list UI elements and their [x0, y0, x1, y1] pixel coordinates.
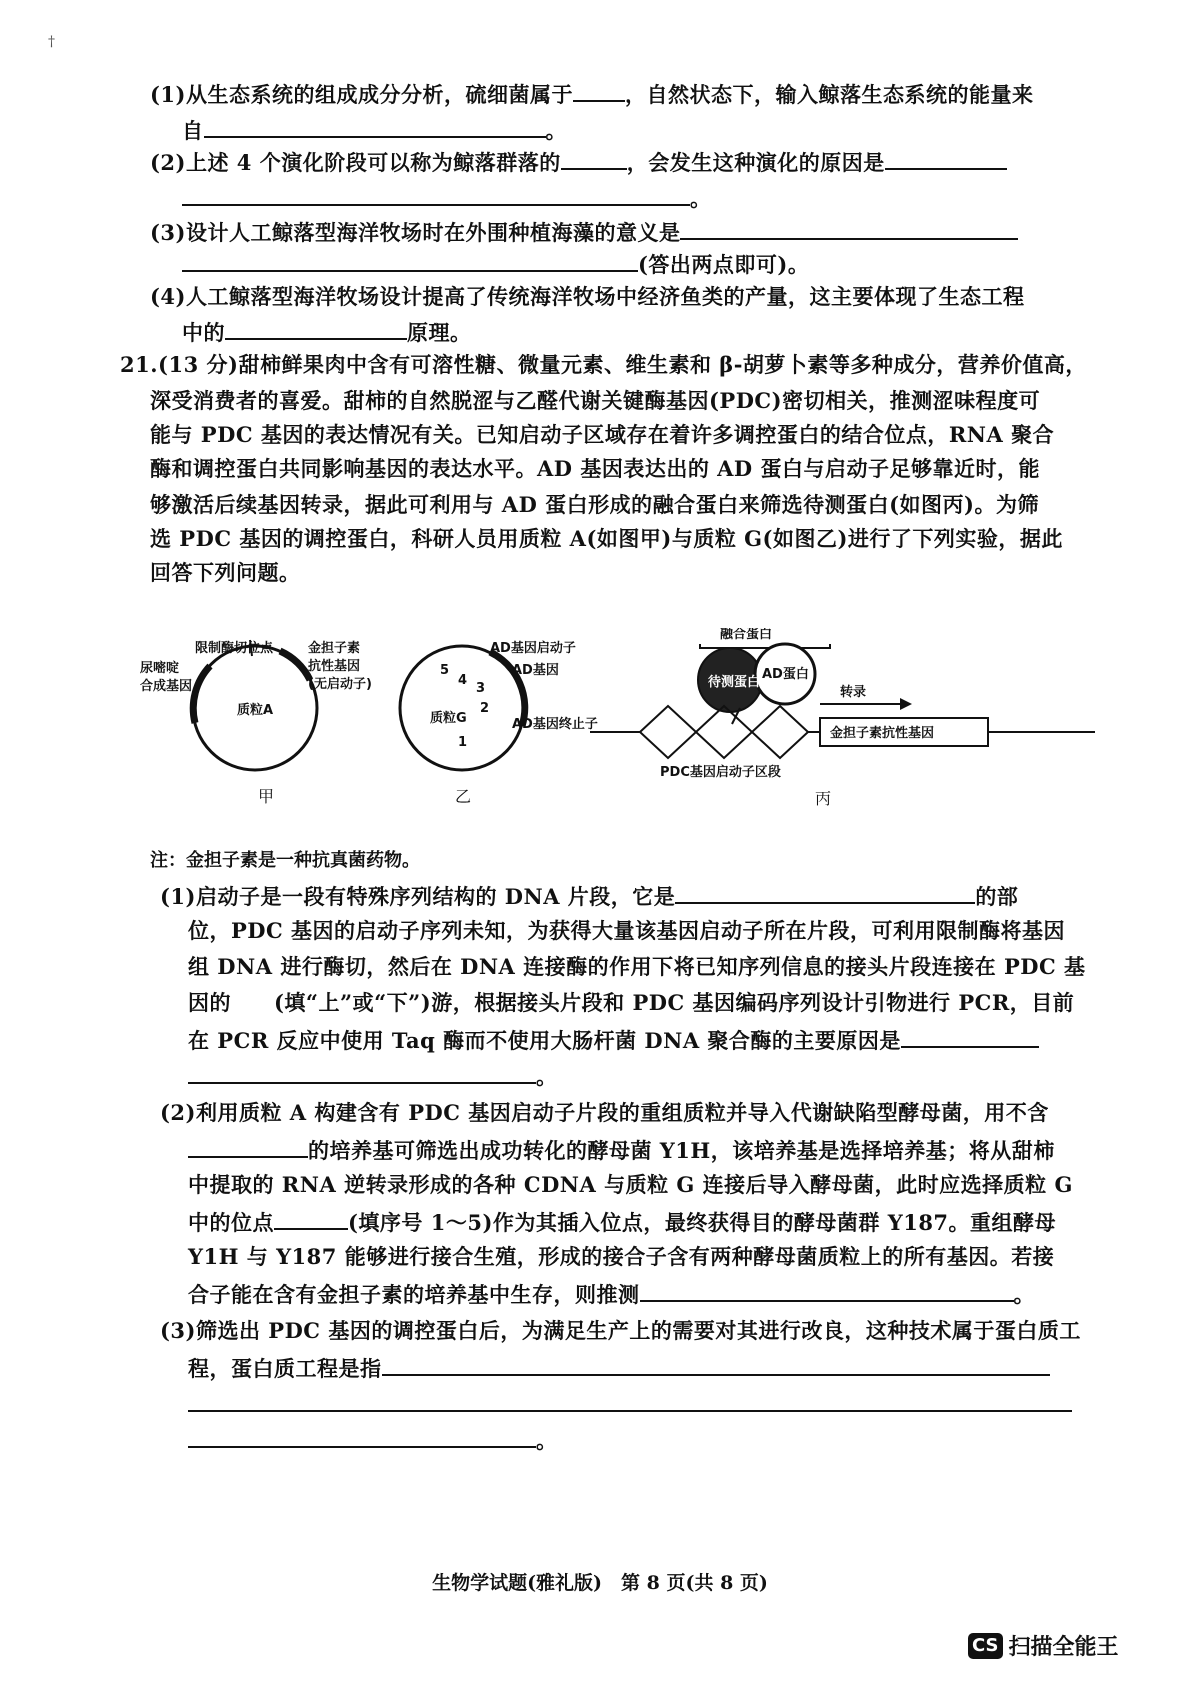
q21-p2-text-6: 合子能在含有金担子素的培养基中生存，则推测 — [188, 1282, 640, 1307]
uracil-gene-label-1: 尿嘧啶 — [140, 661, 180, 676]
site-1-label: 1 — [458, 735, 468, 750]
page-footer: 生物学试题(雅礼版) 第 8 页(共 8 页) — [432, 1572, 768, 1594]
q21-stem-line-1: 21.(13 分)甜柿鲜果肉中含有可溶性糖、微量元素、维生素和 β-胡萝卜素等多种成分，营养价值高， — [120, 352, 1087, 377]
q21-stem-line-2: 深受消费者的喜爱。甜柿的自然脱涩与乙醛代谢关键酶基因(PDC)密切相关，推测涩味程度可 — [150, 388, 1041, 413]
q21-p3-line-3 — [188, 1388, 1072, 1420]
q21-p1-line-6 — [188, 1060, 558, 1092]
q20-item-2-text-a: (2)上述 4 个演化阶段可以称为鲸落群落的 — [150, 150, 561, 175]
answer-blank[interactable] — [188, 1424, 536, 1448]
q20-item-2-line-1 — [150, 146, 1007, 178]
answer-blank[interactable] — [675, 880, 975, 904]
site-2-label: 2 — [480, 701, 490, 716]
ad-terminator-label: AD基因终止子 — [512, 717, 598, 732]
q21-p3-line-2 — [188, 1352, 1050, 1384]
site-3-label: 3 — [476, 681, 486, 696]
answer-blank[interactable] — [182, 182, 690, 206]
q21-p1-line-4: 因的 (填“上”或“下”)游，根据接头片段和 PDC 基因编码序列设计引物进行 PCR，目前 — [188, 990, 1075, 1015]
ad-protein-label: AD蛋白 — [762, 667, 809, 682]
figure-caption-bing: 丙 — [815, 789, 832, 808]
promoter-region-label: PDC基因启动子区段 — [660, 765, 781, 780]
answer-blank[interactable] — [382, 1352, 1050, 1376]
q21-stem-line-7: 回答下列问题。 — [150, 560, 301, 585]
q21-p2-line-4 — [188, 1206, 1056, 1238]
q21-p1-line-2: 位，PDC 基因的启动子序列未知，为获得大量该基因启动子所在片段，可利用限制酶将基因 — [188, 918, 1066, 943]
q21-p1-text-5: 在 PCR 反应中使用 Taq 酶而不使用大肠杆菌 DNA 聚合酶的主要原因是 — [188, 1028, 901, 1053]
q20-item-1-line-1 — [150, 78, 1033, 110]
answer-blank[interactable] — [640, 1278, 1014, 1302]
uracil-gene-segment — [193, 666, 210, 723]
q21-p2-line-2 — [188, 1134, 1055, 1166]
q20-item-3-text-a: (3)设计人工鲸落型海洋牧场时在外围种植海藻的意义是 — [150, 220, 681, 245]
q20-item-2-line-2 — [182, 182, 712, 214]
plasmid-figure — [140, 628, 1100, 858]
answer-blank[interactable] — [188, 1388, 1072, 1412]
figure-note: 注：金担子素是一种抗真菌药物。 — [150, 850, 420, 871]
figure-caption-jia: 甲 — [258, 787, 275, 806]
q21-p1-line-1 — [160, 880, 1018, 912]
q20-item-4-text-b: 中的 — [182, 320, 225, 345]
resistance-gene-label: 金担子素抗性基因 — [830, 726, 935, 741]
corner-mark: † — [48, 34, 55, 50]
q20-item-1-text-c: 自 — [182, 118, 204, 143]
q21-p2-line-6 — [188, 1278, 1035, 1310]
q21-p1-line-3: 组 DNA 进行酶切，然后在 DNA 连接酶的作用下将已知序列信息的接头片段连接在 PDC 基 — [188, 954, 1086, 979]
plasmid-g-name: 质粒G — [430, 711, 467, 726]
plasmid-a-diagram — [140, 640, 372, 806]
answer-blank[interactable] — [204, 114, 546, 138]
q20-item-4-line-2 — [182, 316, 472, 348]
q20-item-4-text-c: 原理。 — [407, 320, 472, 345]
q20-item-2-text-b: ，会发生这种演化的原因是 — [626, 150, 885, 175]
q21-stem-line-5: 够激活后续基因转录，据此可利用与 AD 蛋白形成的融合蛋白来筛选待测蛋白(如图丙)。为筛 — [150, 492, 1039, 517]
q20-item-3-line-1 — [150, 216, 1018, 248]
scanner-watermark — [968, 1630, 1119, 1661]
cs-logo-icon: CS — [968, 1633, 1003, 1659]
fusion-protein-diagram — [590, 628, 1095, 808]
q20-item-3-text-b: (答出两点即可)。 — [638, 252, 810, 277]
fusion-bracket — [700, 644, 830, 648]
ad-gene-label: AD基因 — [512, 663, 559, 678]
q20-item-1-text-a: (1)从生态系统的组成成分分析，硫细菌属于 — [150, 82, 573, 107]
period: 。 — [536, 1064, 558, 1089]
site-5-label: 5 — [440, 663, 450, 678]
plasmid-figure-svg — [140, 628, 1100, 858]
site-4-label: 4 — [458, 673, 468, 688]
transcription-arrow-head — [900, 698, 912, 710]
q21-p2-line-5: Y1H 与 Y187 能够进行接合生殖，形成的接合子含有两种酵母菌质粒上的所有基因。若接 — [188, 1244, 1055, 1269]
q20-item-4-text-a: (4)人工鲸落型海洋牧场设计提高了传统海洋牧场中经济鱼类的产量，这主要体现了生态工程 — [150, 284, 1025, 309]
q21-p3-line-1: (3)筛选出 PDC 基因的调控蛋白后，为满足生产上的需要对其进行改良，这种技术属于蛋白质工 — [160, 1318, 1081, 1343]
watermark-text: 扫描全能王 — [1008, 1635, 1119, 1660]
figure-caption-yi: 乙 — [455, 787, 472, 806]
plasmid-g-diagram — [400, 640, 598, 806]
aureo-gene-label-2: 抗性基因 — [308, 659, 361, 674]
aureo-gene-label-1: 金担子素 — [308, 641, 361, 656]
aureo-gene-segment — [280, 651, 310, 680]
q21-p3-text-2: 程，蛋白质工程是指 — [188, 1356, 382, 1381]
q21-p2-line-1: (2)利用质粒 A 构建含有 PDC 基因启动子片段的重组质粒并导入代谢缺陷型酵母菌，用不含 — [160, 1100, 1049, 1125]
plasmid-a-name: 质粒A — [237, 703, 274, 718]
q20-item-4-line-1 — [150, 282, 1024, 312]
q20-item-1-line-2 — [182, 114, 567, 146]
test-protein-label: 待测蛋白 — [708, 675, 761, 690]
answer-blank[interactable] — [901, 1024, 1039, 1048]
answer-blank[interactable] — [225, 316, 407, 340]
q21-p3-line-4 — [188, 1424, 558, 1456]
transcription-label: 转录 — [840, 685, 867, 700]
q21-p1-line-5 — [188, 1024, 1039, 1056]
q21-stem-line-3: 能与 PDC 基因的表达情况有关。已知启动子区域存在着许多调控蛋白的结合位点，RNA 聚合 — [150, 422, 1055, 447]
answer-blank[interactable] — [885, 146, 1007, 170]
q21-stem-line-4: 酶和调控蛋白共同影响基因的表达水平。AD 基因表达出的 AD 蛋白与启动子足够靠近时，能 — [150, 456, 1040, 481]
q21-p1-text-b: 的部 — [975, 884, 1019, 909]
answer-blank[interactable] — [182, 248, 638, 272]
period: 。 — [545, 118, 567, 143]
q21-p2-text-4a: 中的位点 — [188, 1210, 274, 1235]
q21-p2-line-3: 中提取的 RNA 逆转录形成的各种 CDNA 与质粒 G 连接后导入酵母菌，此时应选择质粒 G — [188, 1172, 1073, 1197]
aureo-gene-label-3: (无启动子) — [308, 677, 372, 692]
restriction-site-label: 限制酶切位点 — [195, 641, 274, 656]
answer-blank[interactable] — [561, 146, 627, 170]
period: 。 — [536, 1428, 558, 1453]
dna-strand-bottom — [640, 732, 808, 758]
q20-item-3-line-2 — [182, 248, 809, 280]
uracil-gene-label-2: 合成基因 — [140, 679, 193, 694]
q20-item-1-text-b: ，自然状态下，输入鲸落生态系统的能量来 — [624, 82, 1034, 107]
q21-p2-text-2: 的培养基可筛选出成功转化的酵母菌 Y1H，该培养基是选择培养基；将从甜柿 — [308, 1138, 1055, 1163]
q21-stem-line-6: 选 PDC 基因的调控蛋白，科研人员用质粒 A(如图甲)与质粒 G(如图乙)进行了下列实验，据此 — [150, 526, 1063, 551]
q21-p2-text-4b: (填序号 1～5)作为其插入位点，最终获得目的酵母菌群 Y187。重组酵母 — [348, 1210, 1057, 1235]
answer-blank[interactable] — [573, 78, 625, 102]
answer-blank[interactable] — [188, 1060, 536, 1084]
answer-blank[interactable] — [188, 1134, 308, 1158]
period: 。 — [1013, 1282, 1035, 1307]
period: 。 — [690, 186, 712, 211]
ad-promoter-label: AD基因启动子 — [490, 641, 576, 656]
fusion-protein-label: 融合蛋白 — [720, 628, 773, 642]
q21-p1-text-a: (1)启动子是一段有特殊序列结构的 DNA 片段，它是 — [160, 884, 676, 909]
answer-blank[interactable] — [274, 1206, 348, 1230]
answer-blank[interactable] — [680, 216, 1018, 240]
